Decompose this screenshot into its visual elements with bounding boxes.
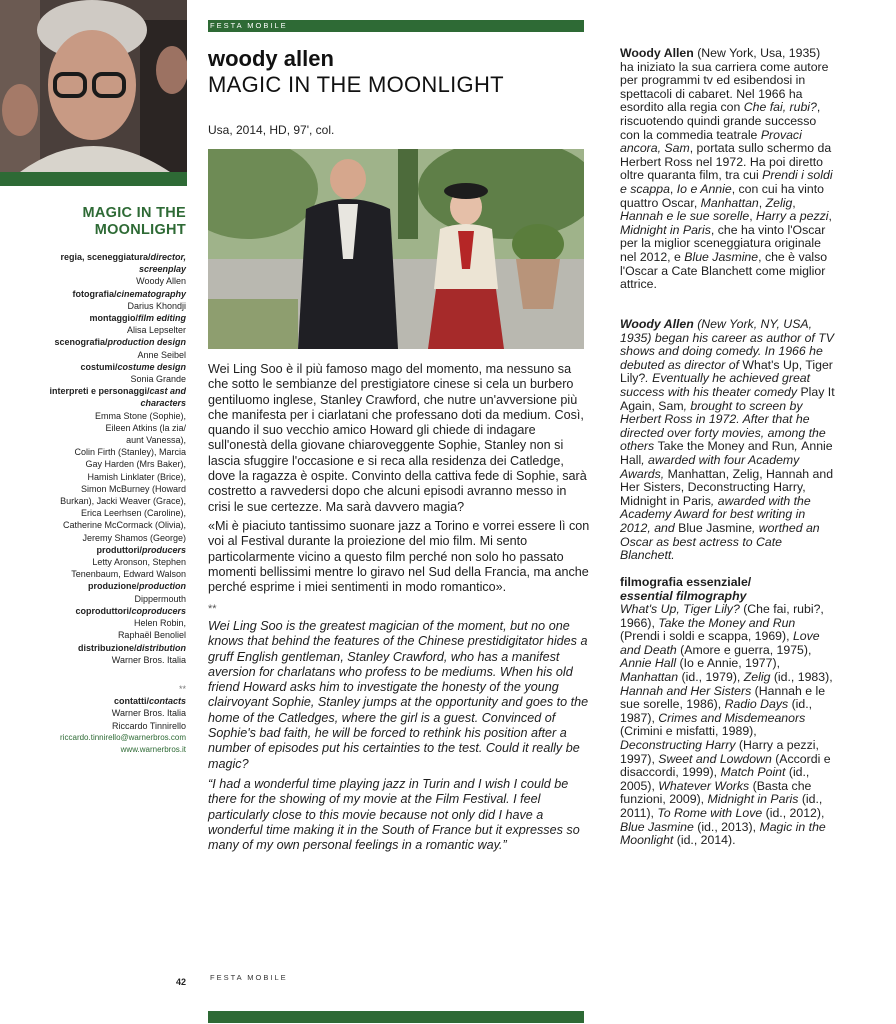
credit-label-en: cast and characters (140, 386, 186, 409)
credit-value: Emma Stone (Sophie), (94, 410, 186, 421)
filmography-separator: , (752, 819, 760, 834)
filmography-item-title: Sweet and Lowdown (658, 751, 772, 766)
filmography-separator: , (713, 765, 721, 780)
film-meta: Usa, 2014, HD, 97', col. (208, 123, 335, 137)
film-still-illustration (208, 149, 584, 349)
contacts-block (26, 683, 186, 756)
credit-label-it: montaggio/ (89, 313, 138, 324)
filmography-item-title: Magic in the Moonlight (620, 819, 826, 848)
filmography-separator: , (736, 669, 744, 684)
filmography-separator: , (786, 629, 793, 644)
filmography-separator: , (753, 724, 757, 739)
credit-value: Dippermouth (134, 593, 186, 604)
filmography-item-detail: (id., 2005) (620, 765, 810, 793)
bio-it-text-4: , (669, 181, 677, 196)
filmography-item-title: Crimes and Misdemeanors (658, 710, 806, 725)
bio-en-text-6: , awarded with the Academy Award for best writing in 2012, and (620, 493, 811, 535)
filmography-item-detail: (Basta che funzioni, 2009) (620, 778, 812, 807)
credit-value: Burkan), Jacki Weaver (Grace), (60, 496, 186, 507)
synopsis-english: Wei Ling Soo is the greatest magician of the moment, but no one knows that behind the features of the Chinese prestidigitator hides a gruff English gentleman, Stanley Crawford, who has a manifest aversion for charlatans who profess to be mediums. When his old friend Howard asks him to investigate the honesty of the young clairvoyant Sophie, Stanley jumps at the opportunity and goes to the home of the Catledges, where the girl is a guest. Convinced of Sophie's bad faith, he will be forced to rethink his position after a number of episodes put his certainties to the test. Could it really be magic? (208, 619, 589, 771)
bio-en-text-4: , (794, 439, 802, 454)
credit-label-en: costume design (117, 361, 186, 372)
filmography-item-title: Radio Days (724, 697, 789, 712)
credit-label (26, 336, 186, 348)
bio-it-film-10: Blue Jasmine (684, 249, 759, 264)
section-label: FESTA MOBILE (210, 21, 288, 30)
bio-it-text-7: , (792, 195, 796, 210)
filmography-heading-it: filmografia essenziale/ (620, 575, 752, 589)
credit-value: Letty Aronson, Stephen (92, 557, 186, 568)
filmography-item-detail: (id., 2011) (620, 792, 823, 820)
biography-english (620, 318, 836, 563)
filmography-item-detail: (Io e Annie, 1977) (676, 656, 777, 671)
bio-it-film-9: Midnight in Paris (620, 222, 711, 237)
credit-value: Colin Firth (Stanley), Marcia (74, 447, 186, 458)
bio-it-text-8: , (749, 209, 757, 224)
credit-label-it: interpreti e personaggi/ (49, 386, 150, 397)
credit-label (26, 312, 186, 324)
footer-bar (208, 1011, 584, 1023)
bio-it-film-3: Prendi i soldi e scappa (620, 168, 833, 196)
filmography-separator: , (829, 669, 833, 684)
sidebar-title-line1: MAGIC IN THE (82, 205, 186, 221)
bio-en-film-4: Annie Hall (620, 439, 833, 467)
bio-it-text-10: , che ha vinto l'Oscar per la miglior sceneggiatura originale nel 2012, e (620, 222, 826, 264)
credit-label-en: film editing (138, 313, 186, 324)
bio-it-text-9: , (828, 209, 832, 224)
filmography-item-detail: (Hannah e le sue sorelle, 1986) (620, 683, 826, 712)
credit-label-it: produttori/ (96, 544, 142, 555)
credit-label (26, 642, 186, 654)
credit-value: Eileen Atkins (la zia/ (105, 422, 186, 433)
filmography-item-title: Love and Death (620, 629, 820, 657)
filmography-separator: , (651, 710, 659, 725)
filmography-item-title: To Rome with Love (657, 805, 763, 820)
credit-value: Catherine McCormack (Olivia), (62, 520, 186, 531)
filmography-item-title: Midnight in Paris (707, 792, 799, 807)
director-name: woody allen (208, 46, 334, 71)
credit-label-it: produzione/ (88, 581, 139, 592)
credit-label-en: coproducers (131, 605, 186, 616)
film-still (208, 149, 584, 349)
filmography-item-title: Deconstructing Harry (620, 737, 736, 752)
filmography-separator: , (717, 697, 725, 712)
bio-it-text-6: , (758, 195, 766, 210)
filmography-item-detail: (Amore e guerra, 1975) (676, 642, 808, 657)
credit-value: Jeremy Shamos (George) (82, 532, 186, 543)
bio-en-text-5: , awarded with four Academy Awards, (620, 452, 800, 481)
credit-value: aunt Vanessa), (126, 435, 186, 446)
contacts-label-en: contacts (148, 696, 186, 707)
credit-label-it: coproduttori/ (75, 605, 132, 616)
credit-value: Erica Leerhsen (Caroline), (80, 508, 186, 519)
credit-label-it: fotografia/ (72, 288, 117, 299)
credit-value: Anne Seibel (137, 349, 186, 360)
section-separator-stars: ** (208, 603, 217, 615)
filmography-item-detail: (id., 2013) (693, 819, 753, 834)
bio-en-film-6: Blue Jasmine (678, 520, 752, 535)
filmography-item-title: Blue Jasmine (620, 819, 694, 834)
contact-website-link[interactable]: www.warnerbros.it (120, 745, 186, 755)
credit-label (26, 251, 186, 275)
filmography-item-detail: (id., 1983) (770, 669, 830, 684)
credit-value: Gay Harden (Mrs Baker), (85, 459, 186, 470)
credit-label-en: production design (107, 337, 186, 348)
filmography-separator: . (732, 833, 736, 848)
bio-en-film-3: Take the Money and Run (657, 439, 795, 454)
bio-it-text-3: , portata sullo schermo da Herbert Ross nel 1972. Ha poi diretto oltre quaranta film, tra cui (620, 141, 832, 183)
contacts-value-1: Riccardo Tinnirello (111, 720, 186, 731)
credit-label (26, 580, 186, 592)
filmography-item-title: Whatever Works (658, 778, 750, 793)
bio-it-film-6: Zelig (765, 195, 793, 210)
sidebar-accent-bar (0, 172, 187, 186)
bio-en-text-7: , worthed an Oscar as best actress to Cate Blanchett. (620, 520, 820, 563)
contacts-stars: ** (178, 684, 186, 694)
biography-italian (620, 47, 836, 292)
filmography-separator: , (651, 751, 659, 766)
credit-label (26, 288, 186, 300)
contacts-value-0: Warner Bros. Italia (111, 708, 186, 719)
contact-email-link[interactable]: riccardo.tinnirello@warnerbros.com (60, 732, 186, 742)
bio-en-film-2: Play It Again, Sam (620, 384, 835, 413)
filmography-item-title: Hannah and Her Sisters (620, 683, 752, 698)
filmography-item-detail: (Che fai, rubi?, 1966) (620, 602, 824, 630)
filmography-item-title: What's Up, Tiger Lily? (620, 602, 740, 616)
filmography-item-detail: (id., 2012) (762, 805, 821, 820)
credit-label-en: distribution (136, 642, 186, 653)
credit-value: Alisa Lepselter (126, 325, 186, 336)
director-portrait-illustration (0, 0, 187, 172)
credit-value: Helen Robin, (133, 618, 186, 629)
bio-en-text-2: . Eventually he achieved great success with his theater comedy (620, 371, 811, 399)
filmography-separator: , (821, 805, 825, 820)
filmography-item-title: Annie Hall (620, 656, 677, 671)
filmography-item-detail: (Harry a pezzi, 1997) (620, 737, 819, 766)
filmography-item-title: Manhattan (620, 669, 679, 684)
credit-label (26, 385, 186, 409)
credit-label-en: production (139, 581, 186, 592)
page-number: 42 (176, 977, 187, 987)
bio-en-film-1: What's Up, Tiger Lily? (620, 357, 833, 386)
director-quote-italian: «Mi è piaciuto tantissimo suonare jazz a Torino e vorrei essere lì con voi al Festival durante la proiezione del mio film. Mi sento particolarmente vicino a questo film perché non solo ho passato momenti bellissimi mentre lo giravo nel Sud della Francia, ma anche perché esprime i miei sentimenti in modo romantico». (208, 519, 590, 595)
contacts-label-it: contatti/ (113, 696, 149, 707)
synopsis-italian: Wei Ling Soo è il più famoso mago del momento, ma nessuno sa che sotto le sembianze del prestigiatore cinese si cela un burbero gentiluomo inglese, Stanley Crawford, che nutre un'avversione più che manifesta per i ciarlatani che professano doti da medium. Così, quando il suo vecchio amico Howard gli chiede di indagare sull'onestà della giovane chiaroveggente Sophie, Stanley non si lascia sfuggire l'occasione e si reca alla residenza dei Catledge, dove la ragazza è ospite. Convinto della cattiva fede di Sophie, sarà costretto a ravvedersi dopo che alcuni episodi avranno messo in crisi le sue certezze. Ma sarà davvero magia? (208, 362, 587, 514)
sidebar-film-title (83, 205, 187, 239)
sidebar-title-line2: MOONLIGHT (94, 222, 186, 238)
film-title: MAGIC IN THE MOONLIGHT (208, 72, 504, 97)
bio-it-text-5: , con cui ha vinto quattro Oscar, (620, 181, 824, 210)
credit-value: Hamish Linklater (Brice), (87, 471, 186, 482)
bio-it-text-11: , che è valso l'Oscar a Cate Blanchett come miglior attrice. (620, 249, 828, 292)
footer-section-label: FESTA MOBILE (210, 973, 288, 982)
director-quote-english: “I had a wonderful time playing jazz in Turin and I wish I could be there for the showing of my movie at the Film Festival. I feel particularly close to this movie because not only did I have a wonderful time making it in the South of France but it expresses so many of my own personal feelings in a romantic way.” (208, 777, 580, 853)
bio-en-name: Woody Allen (620, 317, 694, 331)
filmography-item-detail: (Prendi i soldi e scappa, 1969) (620, 629, 787, 644)
filmography-item-detail: (id., 1987) (620, 697, 813, 725)
contacts-label (26, 695, 186, 707)
filmography-separator: , (651, 778, 659, 793)
bio-it-dates: (New York, Usa, 1935) (693, 46, 821, 60)
credit-label-it: regia, sceneggiatura/ (60, 252, 151, 262)
bio-it-film-2: Provaci ancora, Sam (620, 127, 802, 156)
bio-en-film-5: Manhattan, Zelig, Hannah and Her Sisters, Deconstructing Harry, Midnight in Paris (620, 466, 834, 508)
filmography-separator: , (650, 805, 658, 820)
filmography-separator: , (807, 642, 812, 657)
credit-label (26, 605, 186, 617)
filmography-heading (620, 576, 836, 603)
credit-value: Warner Bros. Italia (111, 654, 186, 665)
filmography-heading-en: essential filmography (620, 588, 747, 603)
bio-it-film-1: Che fai, rubi? (743, 100, 817, 115)
credit-label (26, 544, 186, 556)
filmography-separator: , (776, 656, 780, 671)
bio-it-film-7: Hannah e le sue sorelle (620, 209, 750, 224)
filmography-item-title: Match Point (720, 765, 786, 780)
credit-label-it: scenografia/ (54, 337, 108, 348)
bio-it-text-2: , riscuotendo quindi grande successo con la commedia teatrale (620, 100, 821, 142)
bio-en-text-1: (New York, NY, USA, 1935) began his career as author of TV shows and doing comedy. In 1966 he debuted as director of (620, 317, 834, 372)
filmography-separator: , (700, 792, 708, 807)
credit-value: Woody Allen (136, 276, 186, 287)
bio-it-text-1: ha iniziato la sua carriera come autore per programmi tv ed esibendosi in spettacoli di cabaret. Nel 1966 ha esordito alla regia con (620, 59, 829, 115)
credit-value: Darius Khondji (127, 300, 186, 311)
bio-it-name: Woody Allen (620, 46, 694, 60)
filmography-item-title: Take the Money and Run (658, 615, 796, 630)
credit-label-en: producers (141, 544, 186, 555)
filmography-item-detail: (Crimini e misfatti, 1989) (620, 724, 754, 739)
director-portrait (0, 0, 187, 172)
filmography-item-title: Zelig (743, 669, 771, 684)
filmography-item-detail: (id., 1979) (678, 669, 737, 684)
credit-value: Tenenbaum, Edward Walson (71, 569, 186, 580)
credits-list (26, 251, 186, 666)
bio-it-film-4: Io e Annie (676, 181, 732, 196)
credit-label-it: costumi/ (80, 361, 118, 372)
credit-label-it: distribuzione/ (78, 642, 137, 653)
filmography-separator: , (651, 615, 659, 630)
credit-label-en: cinematography (116, 288, 186, 299)
credit-value: Sonia Grande (130, 374, 186, 385)
filmography-list (620, 603, 836, 848)
bio-it-film-5: Manhattan (700, 195, 759, 210)
credit-value: Raphaël Benoliel (117, 630, 186, 641)
bio-en-text-3: , brought to screen by Herbert Ross in 1972. After that he directed over forty movies, among the others (620, 398, 826, 454)
filmography-item-detail: (id., 2014) (673, 833, 733, 848)
credit-label (26, 361, 186, 373)
credit-value: Simon McBurney (Howard (80, 483, 186, 494)
credit-label-en: director, screenplay (138, 252, 186, 275)
filmography-item-detail: (Accordi e disaccordi, 1999) (620, 751, 831, 780)
bio-it-film-8: Harry a pezzi (756, 209, 829, 224)
